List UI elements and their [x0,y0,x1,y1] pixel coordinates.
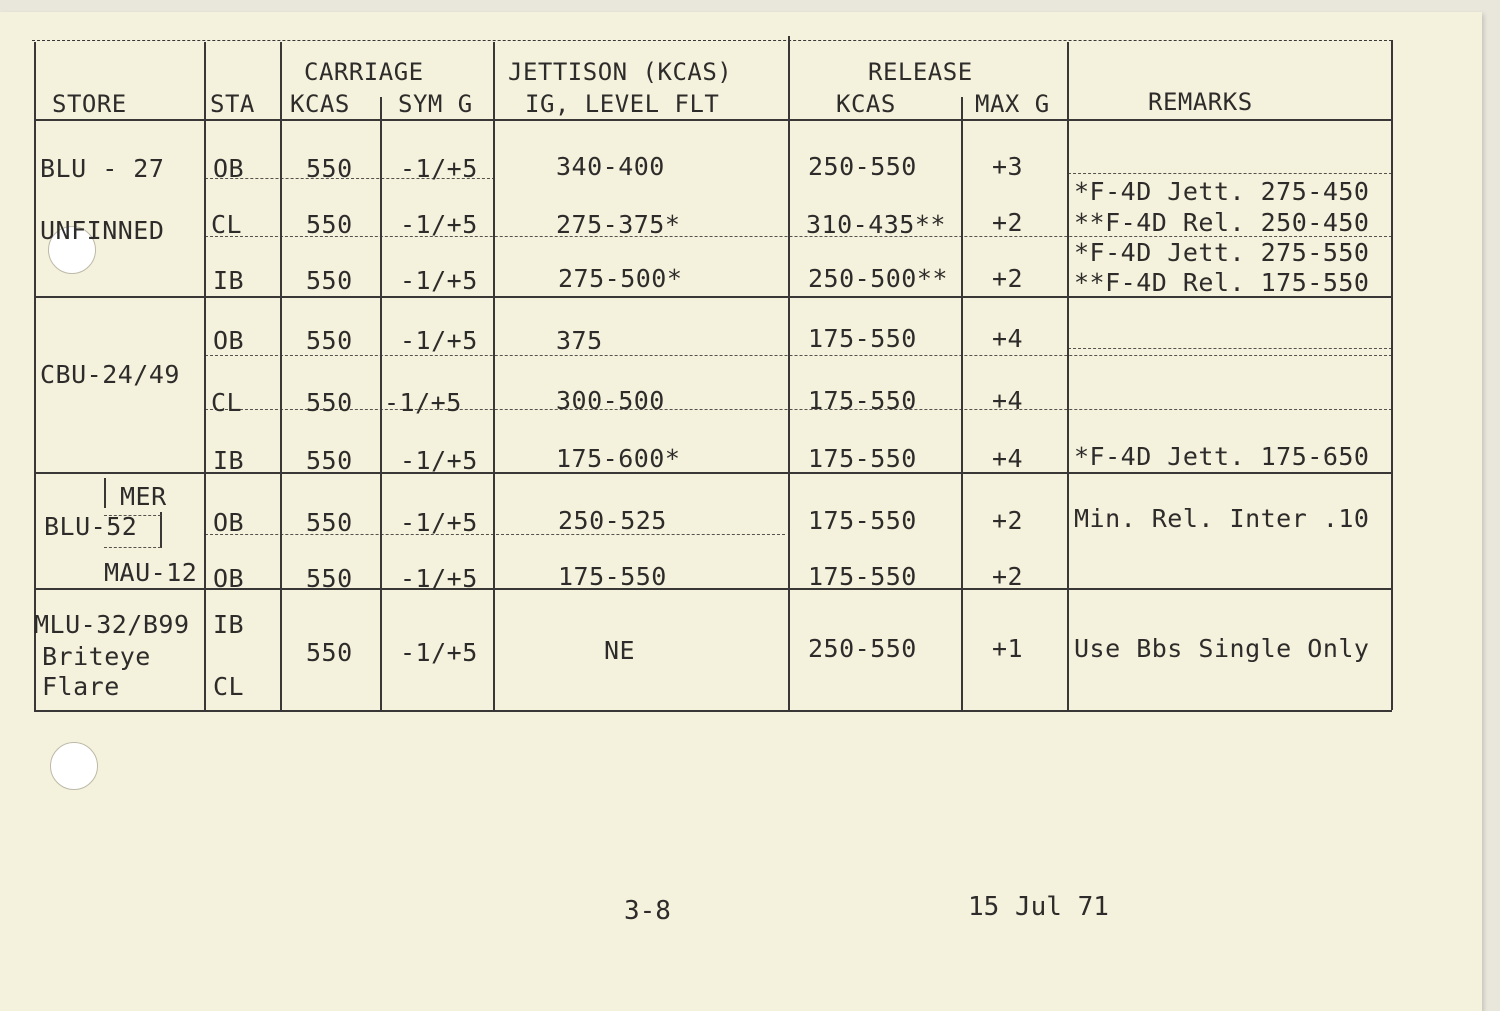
cell-jettison: 275-375* [556,210,681,239]
cell-jettison: NE [604,636,636,665]
cell-kcas: 550 [306,266,353,295]
cell-sta: IB [213,266,245,295]
cell-sta: OB [213,564,245,593]
cell-sta: IB [213,610,245,639]
cell-kcas: 550 [306,508,353,537]
document-date: 15 Jul 71 [968,892,1109,922]
remark-blu27-4: **F-4D Rel. 175-550 [1074,268,1370,297]
cell-jettison: 375 [556,326,603,355]
cell-sym-g: -1/+5 [400,564,478,593]
cell-kcas: 550 [306,154,353,183]
cell-sym-g: -1/+5 [400,154,478,183]
cell-max-g: +2 [992,264,1024,293]
punch-hole-bottom [50,742,98,790]
cell-max-g: +4 [992,324,1024,353]
store-blu27: BLU - 27 [40,154,165,183]
cell-sym-g: -1/+5 [384,388,462,417]
cell-max-g: +1 [992,634,1024,663]
cell-kcas: 550 [306,326,353,355]
cell-release: 175-550 [808,324,917,353]
remark-mlu: Use Bbs Single Only [1074,634,1370,663]
document-card [0,12,1482,1011]
cell-jettison: 275-500* [558,264,683,293]
store-mlu: MLU-32/B99 [34,610,190,639]
cell-jettison: 175-600* [556,444,681,473]
header-jettison: JETTISON (KCAS) [508,58,733,86]
header-carriage: CARRIAGE [304,58,424,86]
cell-sta: OB [213,326,245,355]
header-store: STORE [52,90,127,118]
cell-jettison: 250-525 [558,506,667,535]
remark-blu52: Min. Rel. Inter .10 [1074,504,1370,533]
cell-sym-g: -1/+5 [400,638,478,667]
cell-max-g: +4 [992,444,1024,473]
store-blu27-unfinned: UNFINNED [40,216,165,245]
page-number: 3-8 [624,896,671,926]
store-flare: Flare [42,672,120,701]
cell-release: 250-500** [808,264,948,293]
cell-release: 175-550 [808,386,917,415]
cell-release: 175-550 [808,506,917,535]
cell-sym-g: -1/+5 [400,210,478,239]
cell-release: 310-435** [806,210,946,239]
header-max-g: MAX G [975,90,1050,118]
cell-release: 175-550 [808,444,917,473]
cell-kcas: 550 [306,638,353,667]
cell-max-g: +3 [992,152,1024,181]
cell-kcas: 550 [306,564,353,593]
remark-blu27-2: **F-4D Rel. 250-450 [1074,208,1370,237]
cell-jettison: 340-400 [556,152,665,181]
header-carriage-sym-g: SYM G [398,90,473,118]
cell-sta: CL [211,210,243,239]
remark-cbu-ib: *F-4D Jett. 175-650 [1074,442,1370,471]
cell-release: 250-550 [808,634,917,663]
cell-max-g: +2 [992,506,1024,535]
store-blu52: BLU-52 [44,512,138,541]
cell-sym-g: -1/+5 [400,266,478,295]
store-mer: MER [120,482,167,511]
cell-sta: OB [213,508,245,537]
header-release: RELEASE [868,58,973,86]
cell-jettison: 300-500 [556,386,665,415]
cell-release: 175-550 [808,562,917,591]
header-release-kcas: KCAS [836,90,896,118]
cell-release: 250-550 [808,152,917,181]
cell-max-g: +2 [992,562,1024,591]
cell-sym-g: -1/+5 [400,326,478,355]
header-sta: STA [210,90,255,118]
store-cbu: CBU-24/49 [40,360,180,389]
cell-sym-g: -1/+5 [400,446,478,475]
cell-sta: CL [211,388,243,417]
store-briteye: Briteye [42,642,151,671]
remark-blu27-1: *F-4D Jett. 275-450 [1074,177,1370,206]
cell-kcas: 550 [306,388,353,417]
cell-sta: CL [213,672,245,701]
header-jettison-sub: IG, LEVEL FLT [525,90,720,118]
cell-sym-g: -1/+5 [400,508,478,537]
store-mau12: MAU-12 [104,558,198,587]
cell-sta: IB [213,446,245,475]
cell-max-g: +4 [992,386,1024,415]
cell-jettison: 175-550 [558,562,667,591]
header-carriage-kcas: KCAS [290,90,350,118]
remark-blu27-3: *F-4D Jett. 275-550 [1074,238,1370,267]
cell-kcas: 550 [306,210,353,239]
cell-sta: OB [213,154,245,183]
cell-kcas: 550 [306,446,353,475]
header-remarks: REMARKS [1148,88,1253,116]
cell-max-g: +2 [992,208,1024,237]
